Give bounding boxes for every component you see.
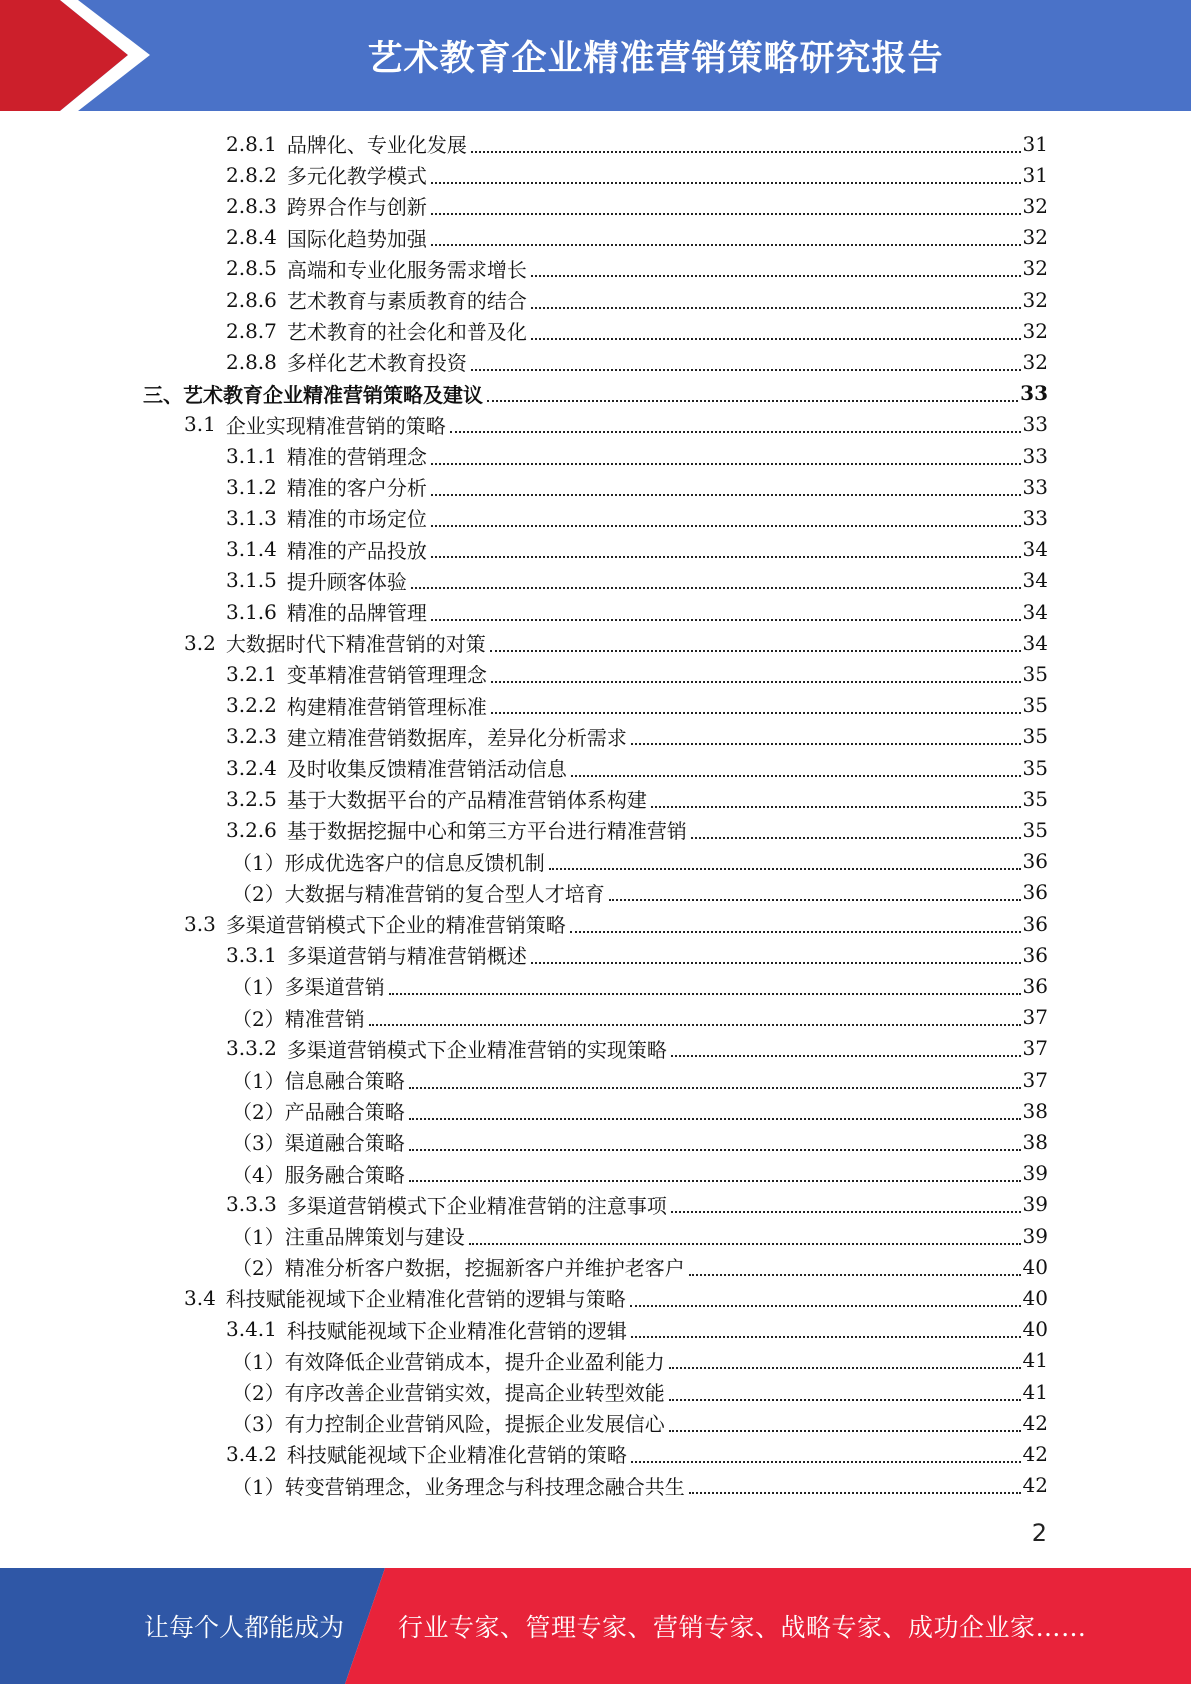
toc-entry[interactable] <box>184 1282 1048 1313</box>
toc-entry-page: 41 <box>1022 1379 1048 1404</box>
toc-entry-number: 3.3 <box>184 911 216 936</box>
toc-entry-title: 注重品牌策划与建设 <box>284 1225 465 1249</box>
toc-entry-number: （2） <box>232 1256 285 1281</box>
toc-dot-leader <box>411 587 1021 589</box>
toc-entry-page: 42 <box>1022 1473 1048 1498</box>
toc-entry-title: 有力控制企业营销风险，提振企业发展信心 <box>284 1412 665 1437</box>
toc-entry-title: 渠道融合策略 <box>284 1131 405 1156</box>
toc-entry[interactable] <box>226 159 1048 190</box>
toc-entry-title: 产品融合策略 <box>284 1100 405 1125</box>
toc-entry[interactable] <box>232 1376 1048 1407</box>
toc-entry-page: 31 <box>1022 162 1048 187</box>
toc-entry-number: 3.2 <box>184 630 216 655</box>
toc-entry[interactable] <box>226 721 1048 752</box>
toc-dot-leader <box>409 1087 1021 1089</box>
toc-dot-leader <box>490 650 1021 652</box>
toc-entry-title: 信息融合策略 <box>284 1069 405 1093</box>
toc-entry-number: 2.8.2 <box>226 162 277 187</box>
toc-entry[interactable] <box>226 1189 1048 1220</box>
toc-entry-title: 形成优选客户的信息反馈机制 <box>284 850 545 875</box>
toc-entry-number: 3.2.2 <box>226 693 277 718</box>
toc-entry-page: 35 <box>1022 817 1048 842</box>
toc-entry-page: 36 <box>1022 911 1048 936</box>
toc-entry-page: 35 <box>1022 693 1048 718</box>
toc-entry-number: 3.2.4 <box>226 755 277 780</box>
toc-entry-page: 32 <box>1022 225 1048 250</box>
toc-entry-number: 3.3.1 <box>226 942 277 967</box>
toc-entry-page: 34 <box>1022 537 1048 562</box>
toc-entry[interactable] <box>226 1033 1048 1064</box>
toc-entry-title: 国际化趋势加强 <box>286 226 427 251</box>
toc-dot-leader <box>531 307 1021 309</box>
toc-dot-leader <box>691 837 1021 839</box>
toc-dot-leader <box>431 525 1021 527</box>
toc-entry-number: （2） <box>232 1006 285 1031</box>
toc-entry-number: 3.3.3 <box>226 1192 277 1217</box>
toc-entry[interactable] <box>226 783 1048 814</box>
toc-entry-page: 42 <box>1022 1410 1048 1435</box>
toc-entry-title: 多元化教学模式 <box>286 164 427 189</box>
toc-entry-title: 提升顾客体验 <box>286 569 407 594</box>
toc-entry-title: 多渠道营销 <box>284 975 385 1000</box>
toc-entry-number: （3） <box>232 1412 285 1437</box>
toc-dot-leader <box>431 213 1021 215</box>
toc-entry-page: 32 <box>1022 193 1048 218</box>
toc-entry-title: 有效降低企业营销成本，提升企业盈利能力 <box>284 1349 665 1374</box>
toc-entry-number: （4） <box>232 1162 285 1187</box>
toc-entry-number: 3.2.5 <box>226 786 277 811</box>
toc-entry-page: 32 <box>1022 287 1048 312</box>
toc-entry-number: 2.8.4 <box>226 225 277 250</box>
toc-entry-page: 37 <box>1022 1005 1048 1030</box>
toc-entry-number: 3.1.1 <box>226 443 277 468</box>
toc-entry-page: 36 <box>1022 973 1048 998</box>
toc-dot-leader <box>431 463 1021 465</box>
toc-dot-leader <box>409 1149 1021 1151</box>
toc-dot-leader <box>491 681 1021 683</box>
toc-entry-title: 品牌化、专业化发展 <box>286 133 467 157</box>
toc-entry-title: 多渠道营销模式下企业的精准营销策略 <box>225 913 566 937</box>
toc-entry-title: 精准的营销理念 <box>286 445 427 469</box>
toc-entry-number: 3.1 <box>184 412 216 437</box>
toc-entry-page: 32 <box>1022 256 1048 281</box>
toc-entry-number: （3） <box>232 1131 285 1156</box>
toc-dot-leader <box>669 1399 1021 1401</box>
toc-dot-leader <box>491 712 1021 714</box>
toc-entry-page: 35 <box>1022 661 1048 686</box>
toc-entry-number: （1） <box>232 975 285 1000</box>
toc-entry[interactable] <box>143 378 1048 409</box>
toc-entry-title: 科技赋能视域下企业精准化营销的逻辑与策略 <box>225 1287 626 1312</box>
toc-entry-title: 企业实现精准营销的策略 <box>225 413 446 438</box>
toc-entry-title: 构建精准营销管理标准 <box>286 694 487 719</box>
toc-entry-number: 2.8.6 <box>226 287 277 312</box>
toc-entry-title: 精准的客户分析 <box>286 476 427 501</box>
toc-dot-leader <box>431 182 1021 184</box>
toc-entry-page: 38 <box>1022 1129 1048 1154</box>
toc-entry-title: 高端和专业化服务需求增长 <box>286 257 527 282</box>
toc-dot-leader <box>487 400 1018 402</box>
toc-entry[interactable] <box>226 939 1048 970</box>
toc-entry[interactable] <box>226 284 1048 315</box>
toc-entry-number: 3.4 <box>184 1285 216 1310</box>
toc-entry[interactable] <box>232 1158 1048 1189</box>
toc-dot-leader <box>431 494 1021 496</box>
toc-entry-page: 34 <box>1022 568 1048 593</box>
footer-slogan-right: 行业专家、管理专家、营销专家、战略专家、成功企业家…… <box>398 1613 1087 1642</box>
toc-entry[interactable] <box>232 877 1048 908</box>
toc-dot-leader <box>669 1367 1021 1369</box>
toc-dot-leader <box>389 993 1021 995</box>
toc-entry[interactable] <box>226 222 1048 253</box>
page-header <box>0 0 1191 111</box>
toc-dot-leader <box>531 275 1021 277</box>
toc-entry-page: 36 <box>1022 880 1048 905</box>
toc-entry-title: 多渠道营销模式下企业精准营销的注意事项 <box>286 1193 667 1218</box>
toc-entry-page: 32 <box>1022 349 1048 374</box>
toc-dot-leader <box>471 369 1021 371</box>
toc-dot-leader <box>630 1305 1021 1307</box>
toc-dot-leader <box>549 868 1021 870</box>
toc-entry-page: 33 <box>1022 443 1048 468</box>
toc-entry-number: （1） <box>232 1474 285 1499</box>
toc-entry-page: 37 <box>1022 1067 1048 1092</box>
toc-entry[interactable] <box>226 471 1048 502</box>
toc-entry-title: 建立精准营销数据库，差异化分析需求 <box>286 725 627 750</box>
toc-entry-title: 跨界合作与创新 <box>286 195 427 220</box>
toc-entry-page: 40 <box>1022 1254 1048 1279</box>
toc-entry-number: 3.1.2 <box>226 474 277 499</box>
toc-entry-title: 大数据时代下精准营销的对策 <box>225 632 486 657</box>
toc-entry[interactable] <box>226 253 1048 284</box>
toc-entry-number: 3.4.2 <box>226 1441 277 1466</box>
toc-entry[interactable] <box>232 1064 1048 1095</box>
toc-entry[interactable] <box>232 846 1048 877</box>
toc-entry[interactable] <box>232 1407 1048 1438</box>
toc-dot-leader <box>631 743 1021 745</box>
toc-entry-title: 多样化艺术教育投资 <box>286 351 467 376</box>
toc-dot-leader <box>609 899 1021 901</box>
toc-entry-number: （1） <box>232 1069 285 1093</box>
toc-entry-number: 3.1.6 <box>226 599 277 624</box>
toc-entry-page: 34 <box>1022 599 1048 624</box>
toc-entry[interactable] <box>226 346 1048 377</box>
toc-dot-leader <box>431 556 1021 558</box>
toc-entry-page: 34 <box>1022 630 1048 655</box>
toc-entry-page: 36 <box>1022 849 1048 874</box>
toc-entry-number: 3.2.3 <box>226 724 277 749</box>
toc-entry-page: 42 <box>1022 1441 1048 1466</box>
toc-dot-leader <box>570 931 1021 933</box>
toc-entry-page: 39 <box>1022 1223 1048 1248</box>
toc-entry-title: 基于大数据平台的产品精准营销体系构建 <box>286 788 647 813</box>
toc-entry-page: 33 <box>1022 474 1048 499</box>
toc-entry-number: 3.2.1 <box>226 661 277 686</box>
toc-dot-leader <box>369 1024 1021 1026</box>
toc-entry[interactable] <box>184 627 1048 658</box>
toc-entry[interactable] <box>226 1314 1048 1345</box>
toc-entry-title: 科技赋能视域下企业精准化营销的策略 <box>286 1443 627 1468</box>
toc-entry-number: 2.8.3 <box>226 193 277 218</box>
toc-entry-title: 精准分析客户数据，挖掘新客户并维护老客户 <box>284 1256 685 1281</box>
toc-dot-leader <box>409 1118 1021 1120</box>
toc-entry-title: 多渠道营销与精准营销概述 <box>286 944 527 969</box>
toc-entry[interactable] <box>232 970 1048 1001</box>
toc-dot-leader <box>689 1274 1021 1276</box>
toc-entry[interactable] <box>226 658 1048 689</box>
toc-entry-title: 精准营销 <box>284 1006 365 1031</box>
toc-entry-title: 三、艺术教育企业精准营销策略及建议 <box>143 382 483 407</box>
toc-entry-page: 35 <box>1022 786 1048 811</box>
toc-entry-number: 3.2.6 <box>226 817 277 842</box>
toc-entry-title: 艺术教育与素质教育的结合 <box>286 289 527 313</box>
toc-entry-title: 转变营销理念，业务理念与科技理念融合共生 <box>284 1474 685 1499</box>
toc-dot-leader <box>689 1492 1021 1494</box>
toc-entry[interactable] <box>226 502 1048 533</box>
footer-slogan-left: 让每个人都能成为 <box>144 1613 345 1642</box>
toc-dot-leader <box>531 962 1021 964</box>
toc-entry-page: 31 <box>1022 131 1048 156</box>
toc-dot-leader <box>669 1430 1021 1432</box>
toc-entry-number: （1） <box>232 850 285 875</box>
toc-entry[interactable] <box>184 908 1048 939</box>
toc-entry-number: 2.8.8 <box>226 349 277 374</box>
toc-dot-leader <box>571 775 1021 777</box>
toc-entry[interactable] <box>226 752 1048 783</box>
toc-entry[interactable] <box>226 128 1048 159</box>
report-title: 艺术教育企业精准营销策略研究报告 <box>367 38 944 79</box>
toc-entry-page: 37 <box>1022 1036 1048 1061</box>
toc-dot-leader <box>469 1243 1021 1245</box>
page-footer <box>0 1568 1191 1684</box>
toc-entry[interactable] <box>232 1345 1048 1376</box>
toc-entry-number: （1） <box>232 1349 285 1374</box>
toc-entry-title: 服务融合策略 <box>284 1162 405 1187</box>
toc-entry[interactable] <box>226 1438 1048 1469</box>
toc-entry-page: 32 <box>1022 318 1048 343</box>
toc-entry-page: 33 <box>1022 412 1048 437</box>
toc-entry-number: 2.8.5 <box>226 256 277 281</box>
toc-dot-leader <box>531 338 1021 340</box>
toc-entry[interactable] <box>226 565 1048 596</box>
toc-entry-title: 艺术教育的社会化和普及化 <box>286 320 527 345</box>
toc-entry-title: 多渠道营销模式下企业精准营销的实现策略 <box>286 1037 667 1062</box>
toc-entry[interactable] <box>226 596 1048 627</box>
toc-entry[interactable] <box>232 1251 1048 1282</box>
toc-entry[interactable] <box>226 440 1048 471</box>
toc-entry-title: 大数据与精准营销的复合型人才培育 <box>284 881 605 906</box>
toc-entry-number: 3.4.1 <box>226 1317 277 1342</box>
toc-entry[interactable] <box>232 1220 1048 1251</box>
toc-entry-number: 3.3.2 <box>226 1036 277 1061</box>
toc-entry-page: 40 <box>1022 1285 1048 1310</box>
toc-entry-number: （1） <box>232 1225 285 1249</box>
toc-dot-leader <box>631 1461 1021 1463</box>
toc-entry[interactable] <box>232 1002 1048 1033</box>
toc-entry-page: 41 <box>1022 1348 1048 1373</box>
toc-entry-title: 精准的市场定位 <box>286 507 427 532</box>
toc-entry[interactable] <box>232 1126 1048 1157</box>
toc-entry-title: 有序改善企业营销实效，提高企业转型效能 <box>284 1381 665 1405</box>
toc-entry-title: 及时收集反馈精准营销活动信息 <box>286 757 567 781</box>
toc-entry-page: 39 <box>1022 1192 1048 1217</box>
toc-entry[interactable] <box>226 190 1048 221</box>
toc-entry-number: 2.8.1 <box>226 131 277 156</box>
toc-entry-page: 40 <box>1022 1317 1048 1342</box>
toc-entry-number: 3.1.4 <box>226 537 277 562</box>
toc-dot-leader <box>431 244 1021 246</box>
toc-entry-page: 36 <box>1022 942 1048 967</box>
toc-entry-page: 39 <box>1022 1161 1048 1186</box>
toc-entry-number: （2） <box>232 1100 285 1125</box>
toc-dot-leader <box>431 619 1021 621</box>
toc-entry[interactable] <box>226 315 1048 346</box>
toc-entry-title: 精准的产品投放 <box>286 538 427 563</box>
toc-entry[interactable] <box>232 1470 1048 1501</box>
toc-dot-leader <box>651 806 1021 808</box>
toc-dot-leader <box>450 431 1021 433</box>
toc-entry-page: 33 <box>1022 505 1048 530</box>
page-number: 2 <box>1031 1519 1047 1547</box>
toc-entry-number: 3.1.3 <box>226 505 277 530</box>
toc-entry[interactable] <box>226 814 1048 845</box>
toc-dot-leader <box>671 1055 1021 1057</box>
toc-entry-title: 变革精准营销管理理念 <box>286 663 487 688</box>
toc-entry[interactable] <box>226 690 1048 721</box>
toc-entry-number: （2） <box>232 1381 285 1405</box>
toc-entry-page: 38 <box>1022 1098 1048 1123</box>
toc-entry-page: 35 <box>1022 755 1048 780</box>
toc-entry[interactable] <box>226 534 1048 565</box>
toc-entry-title: 基于数据挖掘中心和第三方平台进行精准营销 <box>286 819 687 844</box>
toc-dot-leader <box>409 1180 1021 1182</box>
toc-dot-leader <box>671 1211 1021 1213</box>
toc-entry-page: 35 <box>1022 724 1048 749</box>
toc-dot-leader <box>631 1336 1021 1338</box>
toc-entry-number: （2） <box>232 881 285 906</box>
toc-dot-leader <box>471 151 1021 153</box>
toc-entry-title: 科技赋能视域下企业精准化营销的逻辑 <box>286 1318 627 1343</box>
toc-entry[interactable] <box>184 409 1048 440</box>
toc-entry-number: 3.1.5 <box>226 568 277 593</box>
toc-entry-number: 2.8.7 <box>226 318 277 343</box>
toc-entry-title: 精准的品牌管理 <box>286 601 427 625</box>
toc-entry[interactable] <box>232 1095 1048 1126</box>
toc-entry-page: 33 <box>1020 381 1048 406</box>
